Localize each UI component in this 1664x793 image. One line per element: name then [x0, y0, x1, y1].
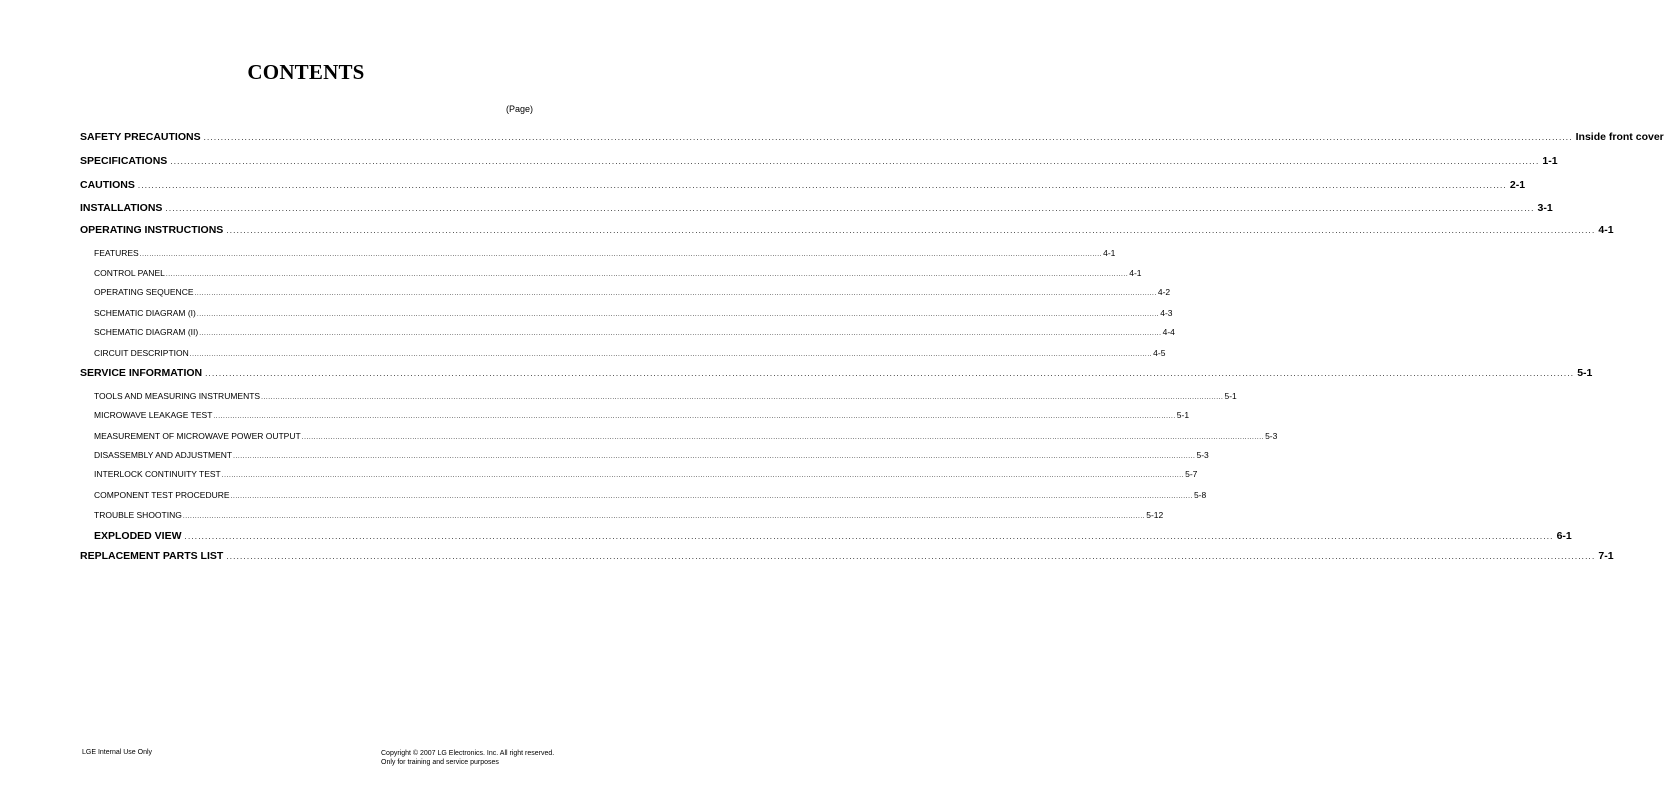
toc-entry-page: 5-7: [1185, 469, 1198, 479]
toc-entry-page: 5-12: [1146, 510, 1164, 520]
toc-entry-title: CIRCUIT DESCRIPTION: [94, 348, 189, 358]
toc-entry-title: TROUBLE SHOOTING: [94, 510, 182, 520]
toc-entry-page: 4-5: [1153, 348, 1166, 358]
toc-entry[interactable]: [80, 550, 1614, 562]
toc-entry[interactable]: [94, 308, 1173, 318]
toc-entry[interactable]: [94, 510, 1164, 520]
footer-copyright-line: Copyright © 2007 LG Electronics. Inc. All right reserved.: [381, 750, 555, 757]
toc-entry-page: 4-1: [1103, 248, 1116, 258]
dot-leader: ................................................................................................................................................................................................................................................................................................................................................................................................................: [189, 351, 1153, 358]
dot-leader: ................................................................................................................................................................................................................................................................................................................................................................................................................: [205, 369, 1575, 378]
toc-entry[interactable]: [80, 224, 1614, 236]
dot-leader: ................................................................................................................................................................................................................................................................................................................................................................................................................: [233, 453, 1196, 460]
toc-entry-page: 5-8: [1193, 490, 1207, 500]
dot-leader: ................................................................................................................................................................................................................................................................................................................................................................................................................: [226, 226, 1596, 235]
toc-entry[interactable]: [94, 348, 1166, 358]
toc-entry-page: 7-1: [1598, 550, 1614, 562]
toc-entry[interactable]: [80, 179, 1526, 191]
toc-entry[interactable]: [94, 327, 1175, 337]
toc-entry-title: FEATURES: [94, 248, 139, 258]
toc-entry-page: 5-1: [1176, 410, 1190, 420]
toc-entry-title: INSTALLATIONS: [80, 202, 163, 214]
dot-leader: ................................................................................................................................................................................................................................................................................................................................................................................................................: [194, 290, 1157, 297]
toc-entry[interactable]: [80, 367, 1593, 379]
toc-entry-title: SAFETY PRECAUTIONS: [80, 131, 201, 143]
dot-leader: ................................................................................................................................................................................................................................................................................................................................................................................................................: [184, 532, 1554, 541]
footer-internal-note: LGE Internal Use Only: [82, 749, 153, 756]
toc-entry[interactable]: [80, 131, 1664, 143]
dot-leader: ................................................................................................................................................................................................................................................................................................................................................................................................................: [165, 204, 1535, 213]
toc-entry-title: MEASUREMENT OF MICROWAVE POWER OUTPUT: [94, 431, 301, 441]
toc-entry-title: CONTROL PANEL: [94, 268, 165, 278]
toc-entry-title: EXPLODED VIEW: [94, 530, 182, 542]
toc-entry-title: OPERATING INSTRUCTIONS: [80, 224, 224, 236]
toc-entry-title: COMPONENT TEST PROCEDURE: [94, 490, 230, 500]
toc-entry-page: 5-1: [1577, 367, 1593, 379]
toc-entry-page: 5-3: [1196, 450, 1209, 460]
toc-entry-page: 4-3: [1160, 308, 1173, 318]
toc-entry[interactable]: [94, 490, 1207, 500]
toc-entry[interactable]: [94, 287, 1171, 297]
dot-leader: ................................................................................................................................................................................................................................................................................................................................................................................................................: [139, 251, 1103, 258]
toc-entry-title: CAUTIONS: [80, 179, 135, 191]
toc-entry[interactable]: [94, 469, 1198, 479]
toc-entry-title: SERVICE INFORMATION: [80, 367, 203, 379]
footer-copyright: [381, 749, 554, 767]
page-column-label: (Page): [505, 104, 533, 114]
dot-leader: ................................................................................................................................................................................................................................................................................................................................................................................................................: [165, 271, 1129, 278]
toc-entry-title: TOOLS AND MEASURING INSTRUMENTS: [94, 391, 261, 401]
toc-entry-page: 3-1: [1537, 202, 1553, 214]
dot-leader: ................................................................................................................................................................................................................................................................................................................................................................................................................: [301, 434, 1265, 441]
toc-entry[interactable]: [94, 450, 1209, 460]
toc-entry-title: MICROWAVE LEAKAGE TEST: [94, 410, 213, 420]
dot-leader: ................................................................................................................................................................................................................................................................................................................................................................................................................: [196, 311, 1160, 318]
toc-entry-page: 4-4: [1162, 327, 1175, 337]
toc-entry[interactable]: [80, 202, 1553, 214]
toc-entry-title: SCHEMATIC DIAGRAM (I): [94, 308, 196, 318]
toc-entry[interactable]: [94, 410, 1190, 420]
toc-entry-page: Inside front cover: [1575, 131, 1664, 143]
footer-usage-line: Only for training and service purposes: [381, 759, 499, 766]
toc-entry-page: 2-1: [1509, 179, 1526, 191]
toc-entry-title: DISASSEMBLY AND ADJUSTMENT: [94, 450, 233, 460]
toc-entry-title: SCHEMATIC DIAGRAM (II): [94, 327, 199, 337]
toc-entry-page: 4-2: [1157, 287, 1171, 297]
dot-leader: ................................................................................................................................................................................................................................................................................................................................................................................................................: [213, 413, 1176, 420]
dot-leader: ................................................................................................................................................................................................................................................................................................................................................................................................................: [261, 394, 1224, 401]
toc-entry[interactable]: [94, 530, 1572, 542]
toc-entry-page: 1-1: [1542, 155, 1558, 167]
toc-entry-title: OPERATING SEQUENCE: [94, 287, 194, 297]
toc-entry-page: 6-1: [1556, 530, 1572, 542]
toc-entry[interactable]: [94, 268, 1142, 278]
dot-leader: ................................................................................................................................................................................................................................................................................................................................................................................................................: [230, 493, 1193, 500]
toc-entry-title: SPECIFICATIONS: [80, 155, 168, 167]
dot-leader: ................................................................................................................................................................................................................................................................................................................................................................................................................: [226, 552, 1596, 561]
dot-leader: ................................................................................................................................................................................................................................................................................................................................................................................................................: [203, 133, 1573, 142]
dot-leader: ................................................................................................................................................................................................................................................................................................................................................................................................................: [137, 181, 1507, 190]
toc-entry-title: REPLACEMENT PARTS LIST: [80, 550, 224, 562]
toc-entry-page: 4-1: [1598, 224, 1614, 236]
toc-entry[interactable]: [94, 248, 1116, 258]
page-title: CONTENTS: [247, 60, 365, 84]
toc-entry-page: 5-3: [1265, 431, 1278, 441]
toc-entry[interactable]: [94, 391, 1237, 401]
dot-leader: ................................................................................................................................................................................................................................................................................................................................................................................................................: [182, 513, 1146, 520]
dot-leader: ................................................................................................................................................................................................................................................................................................................................................................................................................: [199, 330, 1162, 337]
dot-leader: ................................................................................................................................................................................................................................................................................................................................................................................................................: [170, 157, 1540, 166]
toc-entry[interactable]: [94, 431, 1278, 441]
toc-entry-title: INTERLOCK CONTINUITY TEST: [94, 469, 221, 479]
toc-entry-page: 4-1: [1129, 268, 1142, 278]
toc-entry-page: 5-1: [1224, 391, 1237, 401]
dot-leader: ................................................................................................................................................................................................................................................................................................................................................................................................................: [221, 472, 1185, 479]
toc-entry[interactable]: [80, 155, 1558, 167]
